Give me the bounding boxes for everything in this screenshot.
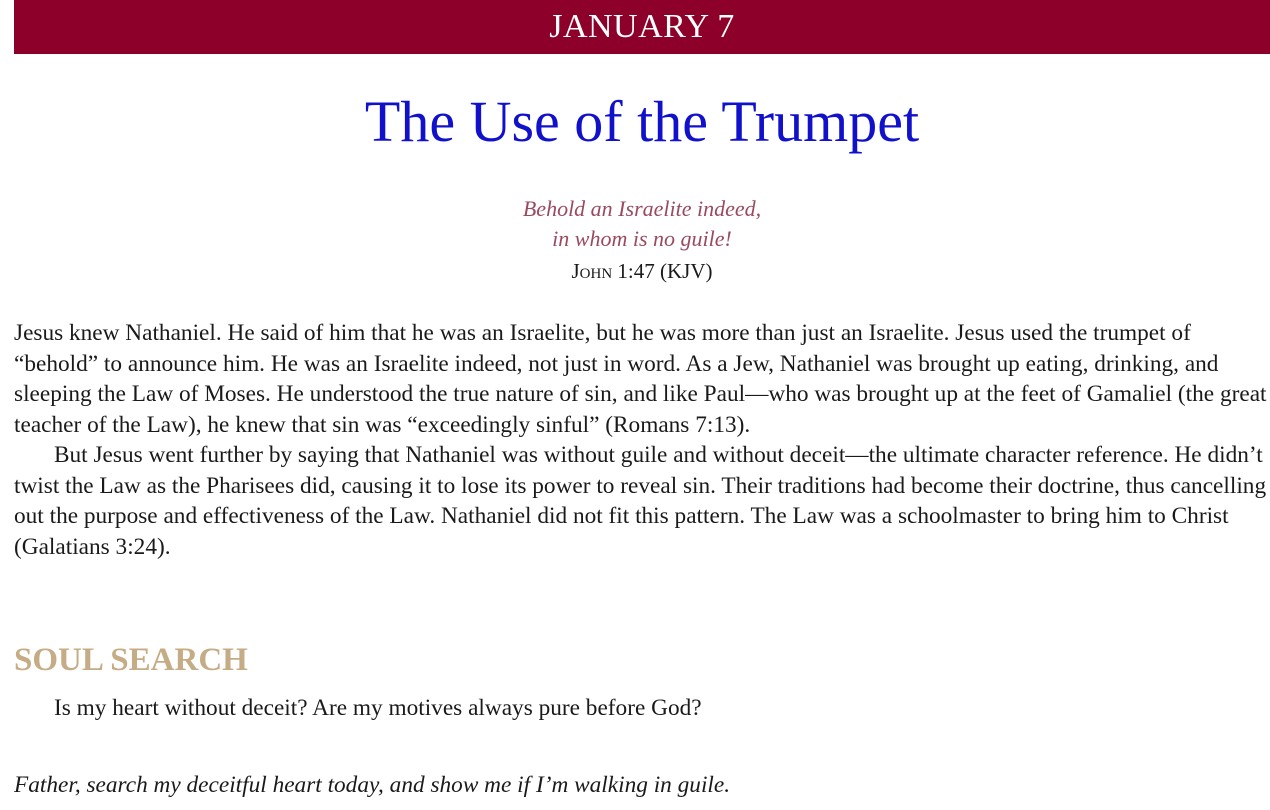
devotional-body: [14, 318, 1270, 562]
body-paragraph: Jesus knew Nathaniel. He said of him that he was an Israelite, but he was more than just an Israelite. Jesus used the trumpet of “behold” to announce him. He was an Israelite indeed, not just in word. As a Jew, Nathaniel was brought up eating, drinking, and sleeping the Law of Moses. He understood the true nature of sin, and like Paul—who was brought up at the feet of Gamaliel (the great teacher of the Law), he knew that sin was “exceedingly sinful” (Romans 7:13).: [14, 320, 1267, 438]
scripture-quote: [14, 194, 1270, 286]
verse-line: Behold an Israelite indeed,: [522, 196, 762, 221]
date-banner: JANUARY 7: [14, 0, 1270, 54]
soul-search-question: Is my heart without deceit? Are my motives always pure before God?: [54, 695, 702, 721]
closing-prayer: Father, search my deceitful heart today, and show me if I’m walking in guile.: [14, 772, 731, 798]
soul-search-heading: SOUL SEARCH: [14, 642, 248, 678]
verse-line: in whom is no guile!: [552, 226, 732, 251]
verse-reference: John 1:47 (KJV): [571, 259, 713, 283]
body-paragraph: But Jesus went further by saying that Nathaniel was without guile and without deceit—the ultimate character reference. He didn’t twist the Law as the Pharisees did, causing it to lose its power to reveal sin. Their traditions had become their doctrine, thus cancelling out the purpose and effectiveness of the Law. Nathaniel did not fit this pattern. The Law was a schoolmaster to bring him to Christ (Galatians 3:24).: [14, 442, 1267, 560]
page-title: The Use of the Trumpet: [364, 89, 920, 154]
